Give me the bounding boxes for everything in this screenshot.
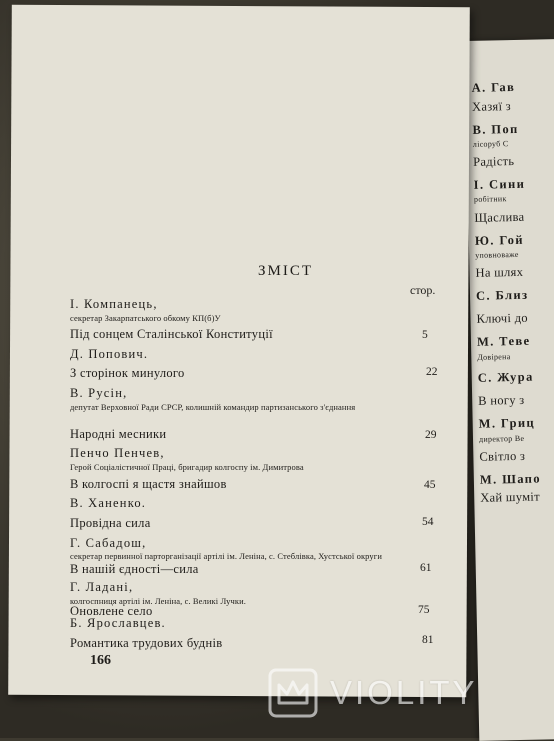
right-line: Хазяї з: [471, 99, 512, 114]
right-page: [465, 39, 554, 741]
toc-author: Г. Ладані,: [70, 580, 134, 594]
right-line: С. Жура: [477, 369, 534, 385]
right-line: Довірена: [477, 352, 511, 362]
toc-page-number: 22: [426, 366, 438, 378]
right-line: уповноваже: [475, 249, 519, 260]
toc-author: Г. Сабадош,: [70, 536, 147, 550]
toc-page-number: 75: [418, 604, 430, 616]
toc-author: Пенчо Пенчев,: [70, 446, 165, 460]
toc-entry-title: В колгоспі я щастя знайшов: [70, 477, 227, 491]
right-line: Хай шуміт: [480, 489, 541, 505]
toc-title: ЗМІСТ: [258, 263, 314, 279]
toc-entry-title: Романтика трудових буднів: [70, 636, 223, 650]
toc-page-number: 45: [424, 479, 436, 491]
right-line: робітник: [473, 194, 507, 204]
toc-entry-title: Народні месники: [70, 427, 167, 441]
toc-entry-title: Оновлене село: [70, 604, 153, 618]
right-line: Щаслива: [474, 209, 525, 225]
right-line: В ногу з: [478, 392, 525, 408]
right-line: І. Сини: [473, 176, 526, 192]
watermark-text: VIOLITY: [330, 674, 478, 711]
right-line: В. Поп: [472, 121, 519, 137]
right-line: директор Ве: [478, 433, 525, 444]
crown-logo-icon: [268, 668, 318, 718]
toc-author-desc: секретар первинної парторганізації артілі ім. Леніна, с. Стеблівка, Хустської округи: [70, 551, 383, 561]
right-line: М. Гриц: [478, 415, 536, 431]
right-line: А. Гав: [471, 79, 516, 95]
toc-author-desc: Герой Соціалістичної Праці, бригадир колгоспу ім. Димитрова: [70, 462, 304, 472]
page-column-label: стор.: [410, 283, 436, 297]
toc-page-number: 29: [425, 429, 437, 441]
right-line: М. Шапо: [479, 471, 542, 487]
right-line: М. Теве: [476, 333, 531, 349]
toc-author: Б. Ярославцев.: [70, 616, 166, 630]
toc-page-number: 5: [422, 329, 428, 341]
right-line: лісоруб С: [472, 139, 509, 149]
toc-entry-title: Провідна сила: [70, 516, 151, 530]
toc-page-number: 54: [422, 516, 434, 528]
toc-author: І. Компанець,: [70, 297, 158, 311]
toc-author: Д. Попович.: [70, 347, 149, 361]
toc-entry-title: Під сонцем Сталінської Конституції: [70, 327, 273, 341]
toc-author-desc: депутат Верховної Ради СРСР, колишній командир партизанського з'єднання: [70, 402, 356, 412]
toc-page-number: 81: [422, 634, 434, 646]
right-line: С. Близ: [475, 287, 529, 303]
right-line: Радість: [473, 154, 515, 169]
page-number: 166: [90, 653, 111, 668]
right-line: Ключі до: [476, 310, 528, 326]
right-line: На шлях: [475, 264, 524, 280]
toc-author-desc: секретар Закарпатського обкому КП(б)У: [70, 313, 221, 323]
toc-author-desc: колгоспниця артілі ім. Леніна, с. Великі Лучки.: [70, 596, 246, 606]
right-line: Ю. Гой: [474, 232, 525, 248]
toc-author: В. Ханенко.: [70, 496, 147, 510]
toc-page-number: 61: [420, 562, 432, 574]
toc-entry-title: З сторінок минулого: [70, 366, 185, 380]
watermark: [268, 665, 548, 721]
toc-entry-title: В нашій єдності—сила: [70, 562, 199, 576]
toc-author: В. Русін,: [70, 386, 128, 400]
right-line: Світло з: [479, 448, 526, 464]
